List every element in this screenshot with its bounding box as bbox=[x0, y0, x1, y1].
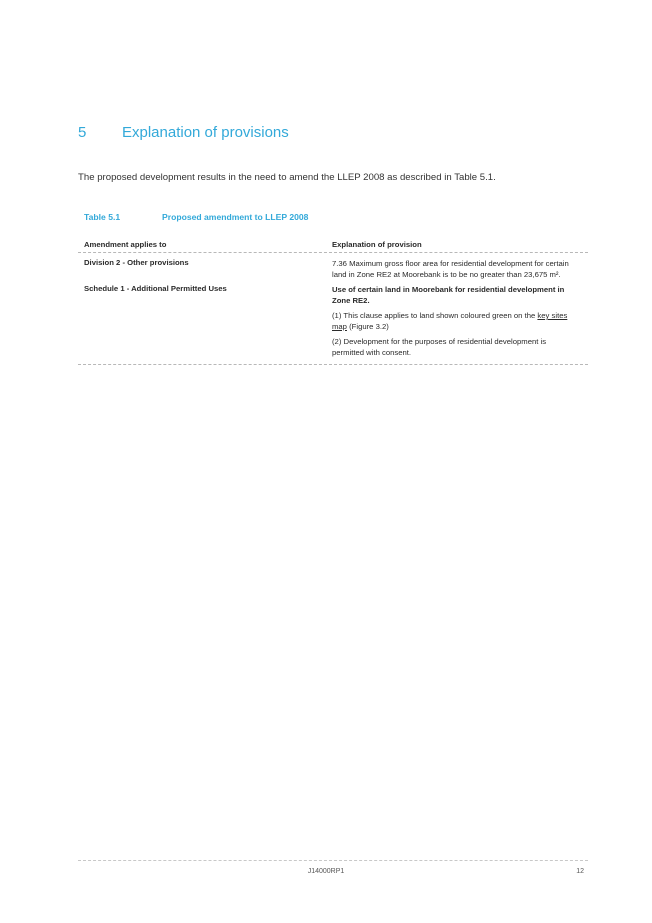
cell-explanation bbox=[332, 258, 588, 284]
footer-document-code: J14000RP1 bbox=[307, 868, 345, 875]
table-bottom-rule bbox=[78, 364, 588, 365]
clause-1-figure-ref: (Figure 3.2) bbox=[346, 322, 389, 331]
intro-paragraph: The proposed development results in the need to amend the LLEP 2008 as described in Table 5.1. bbox=[78, 172, 496, 183]
section-title: Explanation of provisions bbox=[122, 124, 289, 141]
section-heading bbox=[78, 124, 289, 141]
clause-1-text: (1) This clause applies to land shown coloured green on the bbox=[332, 311, 538, 320]
cell-applies-to: Division 2 - Other provisions bbox=[84, 258, 189, 267]
key-sites-map-link[interactable]: key sites map bbox=[332, 311, 568, 331]
footer-rule bbox=[78, 860, 588, 861]
table-caption-title: Proposed amendment to LLEP 2008 bbox=[162, 212, 309, 222]
table-row bbox=[78, 253, 588, 284]
header-amendment-applies-to: Amendment applies to bbox=[84, 240, 167, 249]
footer-page-number: 12 bbox=[576, 868, 584, 875]
amendment-table bbox=[78, 240, 588, 365]
explanation-text: 7.36 Maximum gross floor area for residential development for certain land in Zone RE2 at Moorebank is to be no greater than 23,675 m². bbox=[332, 259, 569, 279]
section-number: 5 bbox=[78, 124, 87, 141]
explanation-heading: Use of certain land in Moorebank for residential development in Zone RE2. bbox=[332, 285, 565, 305]
clause-1 bbox=[332, 310, 580, 332]
table-caption-number: Table 5.1 bbox=[84, 212, 121, 222]
cell-applies-to: Schedule 1 - Additional Permitted Uses bbox=[84, 284, 227, 293]
table-caption bbox=[84, 212, 308, 222]
header-explanation-of-provision: Explanation of provision bbox=[332, 240, 422, 249]
cell-explanation bbox=[332, 284, 588, 362]
table-header-row bbox=[78, 240, 588, 253]
table-row bbox=[78, 284, 588, 362]
clause-2: (2) Development for the purposes of residential development is permitted with consent. bbox=[332, 337, 547, 357]
